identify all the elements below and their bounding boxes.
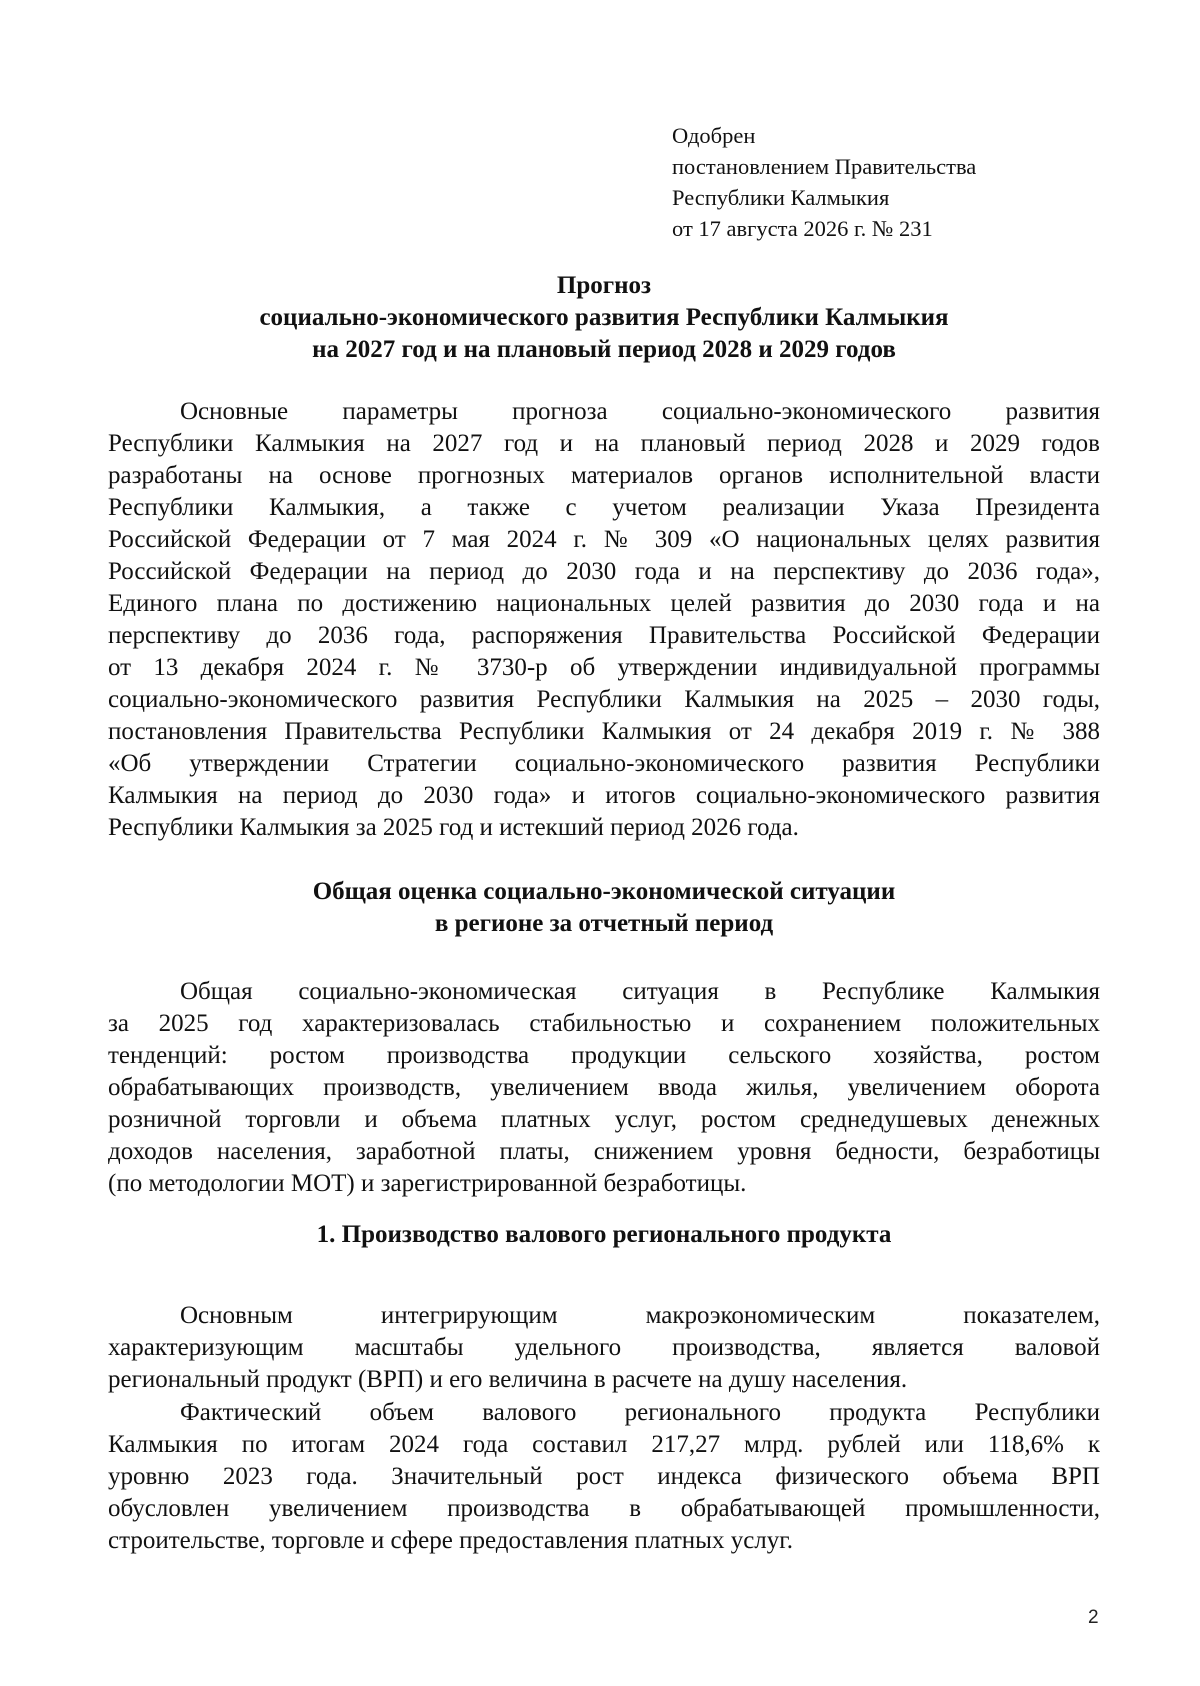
intro-paragraph xyxy=(108,396,1100,844)
paragraph-line: постановления Правительства Республики Калмыкия от 24 декабря 2019 г. № 388 xyxy=(108,718,1100,745)
paragraph-line: Общая социально-экономическая ситуация в Республике Калмыкия xyxy=(180,978,1100,1005)
approval-block xyxy=(672,120,1112,244)
paragraph-line: обусловлен увеличением производства в обрабатывающей промышленности, xyxy=(108,1495,1100,1522)
paragraph-line: характеризующим масштабы удельного производства, является валовой xyxy=(108,1334,1100,1361)
approval-line: Республики Калмыкия xyxy=(672,185,890,210)
paragraph-line: Единого плана по достижению национальных целей развития до 2030 года и на xyxy=(108,590,1100,617)
paragraph-line: региональный продукт (ВРП) и его величина в расчете на душу населения. xyxy=(108,1366,908,1393)
paragraph-line: Республики Калмыкия за 2025 год и истекший период 2026 года. xyxy=(108,814,799,841)
grp-paragraph-1 xyxy=(108,1300,1100,1396)
paragraph-line: перспективу до 2036 года, распоряжения Правительства Российской Федерации xyxy=(108,622,1100,649)
general-assessment-paragraph xyxy=(108,976,1100,1200)
section-heading-line: в регионе за отчетный период xyxy=(434,910,774,937)
approval-line: Одобрен xyxy=(672,123,756,148)
document-title xyxy=(108,270,1100,366)
paragraph-line: Российской Федерации на период до 2030 года и на перспективу до 2036 года», xyxy=(108,558,1100,585)
paragraph-line: Калмыкия по итогам 2024 года составил 217,27 млрд. рублей или 118,6% к xyxy=(108,1431,1100,1458)
paragraph-line: Российской Федерации от 7 мая 2024 г. № 309 «О национальных целях развития xyxy=(108,526,1100,553)
title-line: социально-экономического развития Республики Калмыкия xyxy=(259,304,949,331)
paragraph-line: Калмыкия на период до 2030 года» и итогов социально-экономического развития xyxy=(108,782,1100,809)
section-heading-line: 1. Производство валового регионального продукта xyxy=(316,1221,892,1248)
paragraph-line: Республики Калмыкия на 2027 год и на плановый период 2028 и 2029 годов xyxy=(108,430,1100,457)
section-heading-line: Общая оценка социально-экономической ситуации xyxy=(312,878,896,905)
title-line: на 2027 год и на плановый период 2028 и 2029 годов xyxy=(312,336,896,363)
paragraph-line: (по методологии МОТ) и зарегистрированной безработицы. xyxy=(108,1170,747,1197)
paragraph-line: Республики Калмыкия, а также с учетом реализации Указа Президента xyxy=(108,494,1100,521)
paragraph-line: розничной торговли и объема платных услуг, ростом среднедушевых денежных xyxy=(108,1106,1100,1133)
paragraph-line: уровню 2023 года. Значительный рост индекса физического объема ВРП xyxy=(108,1463,1100,1490)
paragraph-line: «Об утверждении Стратегии социально-экономического развития Республики xyxy=(108,750,1100,777)
paragraph-line: тенденций: ростом производства продукции сельского хозяйства, ростом xyxy=(108,1042,1100,1069)
title-line: Прогноз xyxy=(556,272,652,299)
approval-line: от 17 августа 2026 г. № 231 xyxy=(672,216,933,241)
paragraph-line: от 13 декабря 2024 г. № 3730-р об утверждении индивидуальной программы xyxy=(108,654,1100,681)
paragraph-line: социально-экономического развития Республики Калмыкия на 2025 – 2030 годы, xyxy=(108,686,1100,713)
paragraph-line: за 2025 год характеризовалась стабильностью и сохранением положительных xyxy=(108,1010,1100,1037)
paragraph-line: Фактический объем валового регионального продукта Республики xyxy=(180,1399,1100,1426)
section-heading-general-assessment xyxy=(108,876,1100,940)
paragraph-line: строительстве, торговле и сфере предоставления платных услуг. xyxy=(108,1527,793,1554)
paragraph-line: Основным интегрирующим макроэкономическим показателем, xyxy=(180,1302,1100,1329)
paragraph-line: доходов населения, заработной платы, снижением уровня бедности, безработицы xyxy=(108,1138,1100,1165)
paragraph-line: обрабатывающих производств, увеличением ввода жилья, увеличением оборота xyxy=(108,1074,1100,1101)
grp-paragraph-2 xyxy=(108,1397,1100,1557)
approval-line: постановлением Правительства xyxy=(672,154,977,179)
paragraph-line: разработаны на основе прогнозных материалов органов исполнительной власти xyxy=(108,462,1100,489)
paragraph-line: Основные параметры прогноза социально-экономического развития xyxy=(180,398,1100,425)
section-heading-grp xyxy=(108,1219,1100,1251)
page-number: 2 xyxy=(1088,1607,1099,1628)
